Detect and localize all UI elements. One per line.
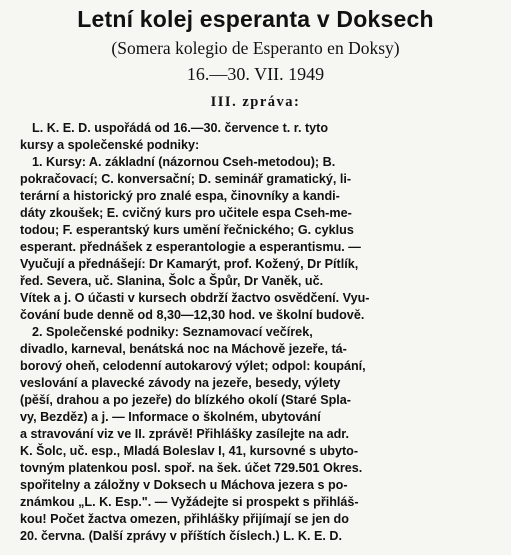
body-line: známkou „L. K. Esp.". — Vyžádejte si prospekt s přihláš- [20,495,359,509]
body-line: kou! Počet žactva omezen, přihlášky přijímají se jen do [20,512,349,526]
body-line: 20. června. (Další zprávy v příštích číslech.) L. K. E. D. [20,529,342,543]
body-line: tovným platenkou posl. spoř. na šek. účet 729.501 Okres. [20,461,363,475]
body-line: Vyučují a přednášejí: Dr Kamarýt, prof. Kožený, Dr Pítlík, [20,257,359,271]
body-line: esperant. přednášek z esperantologie a esperantismu. — [20,240,361,254]
body-line: kursy a společenské podniky: [20,138,200,152]
body-line: veslování a plavecké závody na jezeře, besedy, výlety [20,376,341,390]
body-line: dáty zkoušek; E. cvičný kurs pro učitele espa Cseh-me- [20,206,352,220]
body-line: 1. Kursy: A. základní (názornou Cseh-metodou); B. [32,155,336,169]
body-line: Vítek a j. O účasti v kursech obdrží žactvo osvědčení. Vyu- [20,291,370,305]
body-line: a stravování viz ve II. zprávě! Přihlášky zasílejte na adr. [20,427,350,441]
body-line: pokračovací; C. konversační; D. seminář gramatický, li- [20,172,352,186]
body-line: borový oheň, celodenní autokarový výlet; odpol: koupání, [20,359,366,373]
body-line: L. K. E. D. uspořádá od 16.—30. července t. r. tyto [32,121,329,135]
body-line: todou; F. esperantský kurs umění řečnického; G. cyklus [20,223,354,237]
body-line: 2. Společenské podniky: Seznamovací večírek, [32,325,313,339]
body-line: terární a historický pro znalé espa, činovníky a kandi- [20,189,340,203]
body-line: (pěší, drahou a po jezeře) do blízkého okolí (Staré Spla- [20,393,351,407]
body-line: řed. Severa, uč. Slanina, Šolc a Špůr, Dr Vaněk, uč. [20,274,324,288]
body-line: spořitelny a záložny v Doksech u Máchova jezera s po- [20,478,348,492]
article-subtitle: (Somera kolegio de Esperanto en Doksy) [111,38,400,58]
event-dates: 16.—30. VII. 1949 [186,64,325,84]
body-line: divadlo, karneval, benátská noc na Máchově jezeře, tá- [20,342,347,356]
report-label: III. zpráva: [210,94,301,110]
body-line: K. Šolc, uč. esp., Mladá Boleslav I, 41, kursovné s ubyto- [20,444,359,458]
body-line: vy, Bezděz) a j. — Informace o školném, ubytování [20,410,321,424]
article-title: Letní kolej esperanta v Doksech [77,6,434,32]
body-line: čování bude denně od 8,30—12,30 hod. ve školní budově. [20,308,365,322]
